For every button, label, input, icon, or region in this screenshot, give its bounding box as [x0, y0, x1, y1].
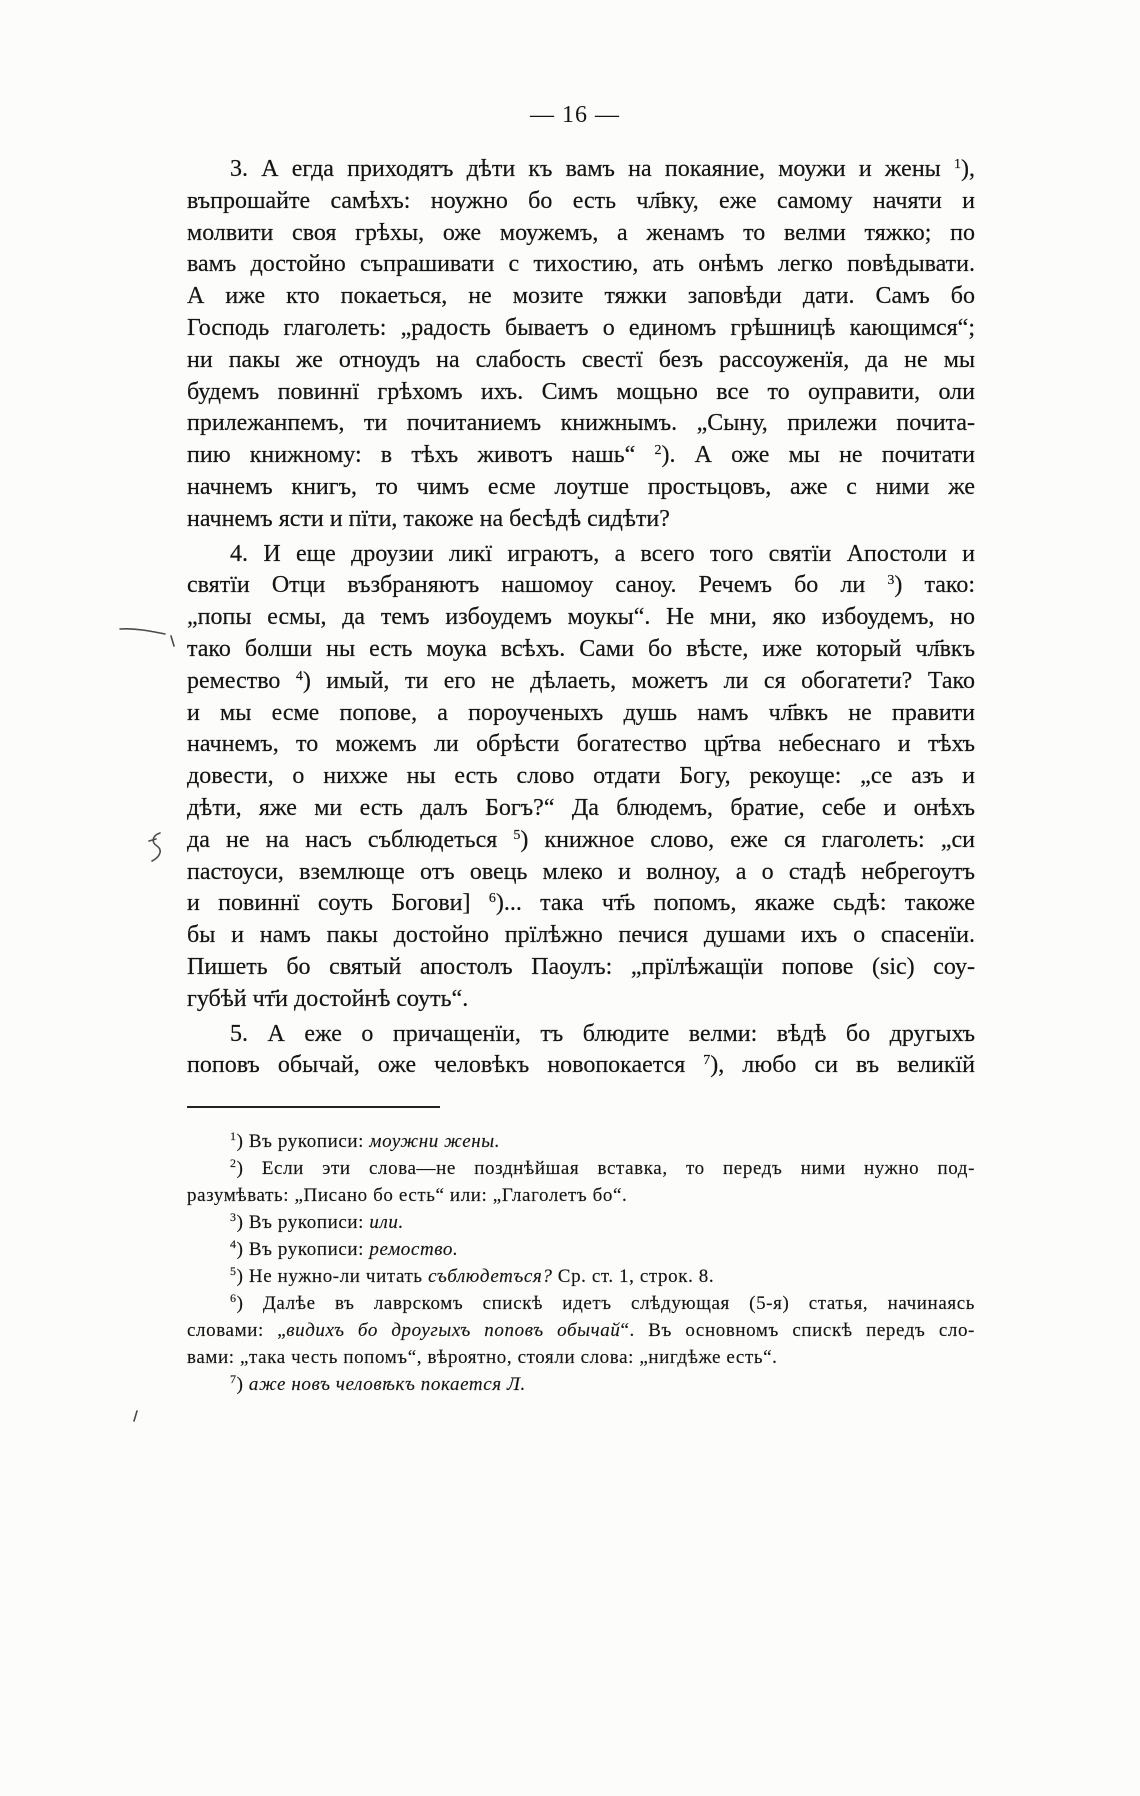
footnote-italic-text: видихъ бо дроугыхъ поповъ обычай: [286, 1320, 621, 1342]
line-text: пастоуси, вземлюще отъ овець млеко и волноу, а о стадѣ небрегоутъ: [187, 858, 975, 885]
body-line: [187, 249, 975, 281]
body-line: [187, 472, 975, 504]
line-text: Господь глаголеть: „радость бываетъ о единомъ грѣшницѣ кающимся“;: [187, 314, 975, 341]
line-text: )... така чт҃ь попомъ, якаже сьдѣ: такоже: [495, 890, 975, 917]
footnote-2-continued: [187, 1182, 975, 1209]
line-text: вамъ достойно съпрашивати с тихостию, ать онѣмъ легко повѣдывати.: [187, 251, 975, 278]
line-text: 5. А еже о причащенїи, тъ блюдите велми: вѣдѣ бо другыхъ: [230, 1020, 975, 1047]
line-text: 3. А егда приходятъ дѣти къ вамъ на покаяние, моужи и жены: [230, 156, 954, 182]
footnote-ref: 2: [654, 443, 662, 459]
line-text: Пишеть бо святый апостолъ Паоулъ: „прїлѣжащїи попове (sic) соу-: [187, 953, 975, 980]
body-line: [187, 345, 975, 377]
footnote-1: [187, 1128, 975, 1155]
page-number: — 16 —: [530, 102, 620, 128]
footnote-6-continued: [187, 1317, 975, 1344]
footnote-text: “. Въ основномъ спискѣ передъ сло-: [620, 1320, 975, 1342]
line-text: и мы есме попове, а пороученыхъ душь намъ чл҃вкъ не правити: [187, 699, 975, 726]
body-line: [187, 698, 975, 730]
line-text: молвити своя грѣхы, оже моужемъ, а женамъ то велми тяжко; по: [187, 219, 975, 246]
line-text: А иже кто покаеться, не мозите тяжки заповѣди дати. Самъ бо: [187, 283, 975, 310]
footnote-number: 5: [230, 1263, 237, 1278]
line-text: ) тако:: [894, 572, 975, 599]
line-text: ) книжное слово, еже ся глаголеть: „си: [520, 826, 975, 853]
body-line: [187, 888, 975, 920]
footnote-italic-text: ремоство.: [369, 1238, 459, 1260]
line-text: ни пакы же отноудъ на слабость свестї безъ рассоуженїя, да не мы: [187, 346, 975, 373]
footnote-text: разумѣвать: „Писано бо есть“ или: „Глаголетъ бо“.: [187, 1184, 628, 1206]
body-line: [187, 1019, 975, 1051]
line-text: поповъ обычай, оже человѣкъ новопокается: [187, 1052, 704, 1079]
line-text: да не на насъ съблюдеться: [187, 826, 514, 853]
body-line: [187, 313, 975, 345]
body-line: [187, 539, 975, 571]
footnote-text: ) Если эти слова—не позднѣйшая вставка, то передъ ними нужно под-: [236, 1157, 975, 1179]
line-text: ) имый, ти его не дѣлаеть, можетъ ли ся обогатети? Тако: [302, 667, 975, 694]
footnote-text: ) Не нужно-ли читать: [236, 1265, 429, 1287]
footnote-ref: 5: [513, 827, 521, 843]
pencil-stray-mark: [134, 1411, 137, 1421]
line-text: ),: [961, 156, 975, 182]
body-line: [187, 281, 975, 313]
footnote-text: ) Въ рукописи:: [236, 1211, 370, 1233]
line-text: святїи Отци възбраняютъ нашомоу саноу. Речемъ бо ли: [187, 572, 888, 599]
line-text: бы и намъ пакы достойно прїлѣжно печися душами ихъ о спасенїи.: [187, 922, 975, 949]
line-text: „попы есмы, да темъ избоудемъ моукы“. Не мни, яко избоудемъ, но: [187, 604, 975, 631]
body-line: [187, 761, 975, 793]
footnote-6: [187, 1290, 975, 1317]
line-text: 4. И еще дроузии ликї играютъ, а всего того святїи Апостоли и: [230, 540, 975, 567]
footnote-5: [187, 1263, 975, 1290]
body-line: [187, 218, 975, 250]
body-line: [187, 602, 975, 634]
line-text: начнемъ, то можемъ ли обрѣсти богатество цр҃тва небеснаго и тѣхъ: [187, 731, 975, 758]
footnote-number: 6: [230, 1291, 237, 1306]
body-line: [187, 952, 975, 984]
footnote-6-continued: [187, 1344, 975, 1371]
paragraph-3: [187, 154, 975, 536]
footnote-3: [187, 1209, 975, 1236]
body-line: [187, 920, 975, 952]
footnote-number: 1: [230, 1128, 237, 1143]
body-line: [187, 377, 975, 409]
footnote-text: ) Въ рукописи:: [236, 1238, 370, 1260]
footnote-number: 7: [230, 1372, 237, 1387]
footnote-separator: [187, 1106, 440, 1108]
line-text: прилежанпемъ, ти почитаниемъ книжнымъ. „Сыну, прилежи почита-: [187, 410, 975, 437]
line-text: и повиннї соуть Богови]: [187, 890, 489, 917]
body-line: [187, 570, 975, 602]
body-line: [187, 984, 975, 1016]
body-line: [187, 154, 975, 186]
line-text: ), любо си въ великїй: [710, 1052, 975, 1079]
footnote-text: Ср. ст. 1, строк. 8.: [552, 1265, 715, 1287]
paragraph-4: [187, 539, 975, 1016]
line-text: ремество: [187, 667, 296, 694]
main-text: [187, 154, 975, 1082]
body-line: [187, 729, 975, 761]
footnote-italic-text: моужни жены.: [369, 1130, 501, 1152]
footnotes: [187, 1128, 975, 1399]
line-text: начнемъ книгъ, то чимъ есме лоутше простьцовъ, аже с ними же: [187, 473, 975, 500]
footnote-4: [187, 1236, 975, 1263]
footnote-number: 3: [230, 1209, 237, 1224]
line-text: дѣти, яже ми есть далъ Богъ?“ Да блюдемъ, братие, себе и онѣхъ: [187, 794, 975, 821]
line-text: ). А оже мы не почитати: [661, 442, 976, 469]
paragraph-5: [187, 1019, 975, 1083]
pencil-tick-mark: [171, 636, 174, 646]
footnote-italic-text: или.: [369, 1211, 404, 1233]
footnote-ref: 6: [488, 891, 496, 907]
line-text: губѣй чт҃и достойнѣ соуть“.: [187, 985, 469, 1012]
body-line: [187, 440, 975, 472]
line-text: тако болши ны есть моука всѣхъ. Сами бо вѣсте, иже который чл҃вкъ: [187, 635, 975, 662]
line-text: начнемъ ясти и пїти, такоже на бесѣдѣ сидѣти?: [187, 505, 670, 532]
footnote-italic-text: съблюдетъся?: [428, 1265, 553, 1287]
footnote-ref: 7: [703, 1053, 711, 1069]
footnote-ref: 4: [295, 668, 303, 684]
footnote-2: [187, 1155, 975, 1182]
footnote-text: ): [236, 1374, 249, 1396]
pencil-dash-mark: [120, 629, 165, 634]
body-line: [187, 408, 975, 440]
footnote-ref: 1: [954, 157, 961, 172]
body-line: [187, 857, 975, 889]
line-text: въпрошайте самѣхъ: ноужно бо есть чл҃вку, еже самому начяти и: [187, 187, 975, 214]
body-line: [187, 793, 975, 825]
body-line: [187, 1050, 975, 1082]
body-line: [187, 825, 975, 857]
footnote-text: ) Далѣе въ лаврскомъ спискѣ идетъ слѣдующая (5-я) статья, начинаясь: [236, 1293, 975, 1315]
footnote-number: 4: [230, 1236, 237, 1251]
line-text: довести, о нихже ны есть слово отдати Богу, рекоуще: „се азъ и: [187, 763, 975, 790]
body-line: [187, 504, 975, 536]
footnote-7: [187, 1371, 975, 1398]
footnote-ref: 3: [887, 573, 895, 589]
line-text: пию книжному: в тѣхъ животъ нашь“: [187, 442, 655, 469]
body-line: [187, 186, 975, 218]
footnote-text: словами: „: [187, 1320, 287, 1342]
footnote-italic-text: аже новъ человѣкъ покается Л.: [248, 1374, 526, 1396]
footnote-text: ) Въ рукописи:: [236, 1130, 370, 1152]
pencil-section-stroke: [149, 839, 156, 841]
line-text: будемъ повиннї грѣхомъ ихъ. Симъ мощьно все то оуправити, оли: [187, 378, 975, 405]
footnote-text: вами: „така честь попомъ“, вѣроятно, стояли слова: „нигдѣже есть“.: [187, 1347, 778, 1369]
body-line: [187, 666, 975, 698]
pencil-section-mark: [152, 833, 160, 861]
body-line: [187, 634, 975, 666]
footnote-number: 2: [230, 1155, 237, 1170]
